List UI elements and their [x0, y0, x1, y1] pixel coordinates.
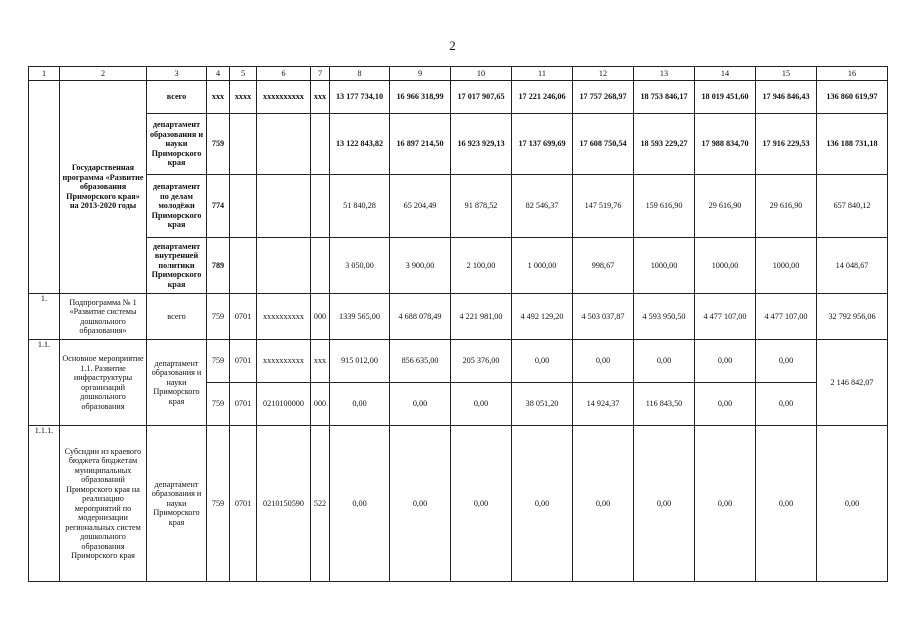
value-cell: 51 840,28	[330, 175, 390, 238]
executor: департамент образования и науки Приморского края	[147, 426, 207, 582]
value-cell: 0,00	[695, 340, 756, 383]
value-cell: 0,00	[695, 426, 756, 582]
value-cell: 1000,00	[634, 238, 695, 294]
rz: 0701	[230, 383, 257, 426]
value-cell: 91 878,52	[451, 175, 512, 238]
row-number: 1.	[29, 294, 60, 340]
grbs: 759	[207, 114, 230, 175]
value-cell: 0,00	[330, 426, 390, 582]
subsidy-row	[29, 426, 888, 582]
program-row-total	[29, 81, 888, 114]
grbs: 759	[207, 383, 230, 426]
col-header: 14	[695, 67, 756, 81]
value-cell: 0,00	[634, 340, 695, 383]
value-cell: 136 860 619,97	[817, 81, 888, 114]
value-cell: 4 688 078,49	[390, 294, 451, 340]
value-cell: 0,00	[512, 426, 573, 582]
value-cell: 32 792 956,06	[817, 294, 888, 340]
csr: xxxxxxxxxx	[257, 294, 311, 340]
value-cell: 0,00	[634, 426, 695, 582]
value-cell: 17 017 907,65	[451, 81, 512, 114]
value-cell: 136 188 731,18	[817, 114, 888, 175]
value-cell: 856 635,00	[390, 340, 451, 383]
col-header: 13	[634, 67, 695, 81]
value-cell: 0,00	[451, 426, 512, 582]
col-header: 9	[390, 67, 451, 81]
value-cell: 116 843,50	[634, 383, 695, 426]
value-cell: 4 477 107,00	[695, 294, 756, 340]
value-cell: 16 923 929,13	[451, 114, 512, 175]
executor: департамент образования и науки Приморского края	[147, 340, 207, 426]
value-cell: 17 137 699,69	[512, 114, 573, 175]
value-cell: 159 616,90	[634, 175, 695, 238]
col-header: 12	[573, 67, 634, 81]
value-cell: 65 204,49	[390, 175, 451, 238]
col-header: 4	[207, 67, 230, 81]
value-cell: 18 593 229,27	[634, 114, 695, 175]
value-cell: 0,00	[573, 426, 634, 582]
value-cell: 2 100,00	[451, 238, 512, 294]
value-cell: 0,00	[756, 426, 817, 582]
grbs: 759	[207, 426, 230, 582]
value-cell: 3 900,00	[390, 238, 451, 294]
value-cell: 29 616,90	[695, 175, 756, 238]
value-cell: 17 757 268,97	[573, 81, 634, 114]
grbs: 759	[207, 340, 230, 383]
program-row-789	[29, 238, 888, 294]
rz: 0701	[230, 426, 257, 582]
measure-row-1	[29, 340, 888, 383]
column-number-row	[29, 67, 888, 81]
value-cell: 147 519,76	[573, 175, 634, 238]
total-cell: 2 146 842,07	[817, 340, 888, 426]
subsidy-name: Субсидии из краевого бюджета бюджетам муниципальных образований Приморского края на реализацию мероприятий по модернизации региональных систем дошкольного образования Приморского края	[60, 426, 147, 582]
value-cell: 0,00	[695, 383, 756, 426]
value-cell: 17 916 229,53	[756, 114, 817, 175]
col-header: 3	[147, 67, 207, 81]
value-cell: 14 924,37	[573, 383, 634, 426]
executor: департамент образования и науки Приморского края	[147, 114, 207, 175]
col-header: 16	[817, 67, 888, 81]
value-cell: 17 988 834,70	[695, 114, 756, 175]
value-cell: 17 946 846,43	[756, 81, 817, 114]
value-cell: 18 019 451,60	[695, 81, 756, 114]
value-cell: 4 593 950,50	[634, 294, 695, 340]
grbs: 789	[207, 238, 230, 294]
value-cell: 3 050,00	[330, 238, 390, 294]
subprogram-name: Подпрограмма № 1 «Развитие системы дошкольного образования»	[60, 294, 147, 340]
col-header: 10	[451, 67, 512, 81]
rz: 0701	[230, 294, 257, 340]
executor: всего	[147, 81, 207, 114]
value-cell: 4 492 129,20	[512, 294, 573, 340]
value-cell: 0,00	[756, 340, 817, 383]
value-cell: 0,00	[512, 340, 573, 383]
value-cell: 4 503 037,87	[573, 294, 634, 340]
value-cell: 0,00	[817, 426, 888, 582]
vr: 522	[311, 426, 330, 582]
executor: всего	[147, 294, 207, 340]
program-name: Государственная программа «Развитие образования Приморского края» на 2013-2020 годы	[60, 81, 147, 294]
value-cell: 0,00	[390, 383, 451, 426]
value-cell: 17 608 750,54	[573, 114, 634, 175]
value-cell: 13 177 734,10	[330, 81, 390, 114]
rz: 0701	[230, 340, 257, 383]
page-number: 2	[449, 38, 456, 53]
grbs: xxx	[207, 81, 230, 114]
value-cell: 1000,00	[695, 238, 756, 294]
program-row-774	[29, 175, 888, 238]
csr: 0210100000	[257, 383, 311, 426]
col-header: 2	[60, 67, 147, 81]
value-cell: 14 048,67	[817, 238, 888, 294]
vr: 000	[311, 294, 330, 340]
program-num-cell	[29, 81, 60, 294]
vr: xxx	[311, 81, 330, 114]
value-cell: 998,67	[573, 238, 634, 294]
vr: xxx	[311, 340, 330, 383]
value-cell: 657 840,12	[817, 175, 888, 238]
value-cell: 0,00	[390, 426, 451, 582]
col-header: 6	[257, 67, 311, 81]
executor: департамент внутренней политики Приморского края	[147, 238, 207, 294]
value-cell: 18 753 846,17	[634, 81, 695, 114]
csr: xxxxxxxxxx	[257, 340, 311, 383]
grbs: 759	[207, 294, 230, 340]
value-cell: 915 012,00	[330, 340, 390, 383]
col-header: 1	[29, 67, 60, 81]
budget-table	[28, 66, 888, 582]
value-cell: 16 966 318,99	[390, 81, 451, 114]
row-number: 1.1.	[29, 340, 60, 426]
rz: xxxx	[230, 81, 257, 114]
value-cell: 17 221 246,06	[512, 81, 573, 114]
value-cell: 29 616,90	[756, 175, 817, 238]
value-cell: 0,00	[330, 383, 390, 426]
col-header: 5	[230, 67, 257, 81]
value-cell: 4 477 107,00	[756, 294, 817, 340]
value-cell: 38 051,20	[512, 383, 573, 426]
value-cell: 0,00	[573, 340, 634, 383]
value-cell: 16 897 214,50	[390, 114, 451, 175]
value-cell: 4 221 981,00	[451, 294, 512, 340]
vr: 000	[311, 383, 330, 426]
measure-name: Основное мероприятие 1.1. Развитие инфраструктуры организаций дошкольного образования	[60, 340, 147, 426]
value-cell: 1339 565,00	[330, 294, 390, 340]
col-header: 15	[756, 67, 817, 81]
grbs: 774	[207, 175, 230, 238]
value-cell: 1 000,00	[512, 238, 573, 294]
value-cell: 13 122 843,82	[330, 114, 390, 175]
csr: xxxxxxxxxx	[257, 81, 311, 114]
value-cell: 1000,00	[756, 238, 817, 294]
value-cell: 0,00	[756, 383, 817, 426]
value-cell: 205 376,00	[451, 340, 512, 383]
col-header: 8	[330, 67, 390, 81]
value-cell: 82 546,37	[512, 175, 573, 238]
row-number: 1.1.1.	[29, 426, 60, 582]
col-header: 7	[311, 67, 330, 81]
executor: департамент по делам молодёжи Приморского края	[147, 175, 207, 238]
program-row-759	[29, 114, 888, 175]
col-header: 11	[512, 67, 573, 81]
csr: 0210150590	[257, 426, 311, 582]
value-cell: 0,00	[451, 383, 512, 426]
subprogram-row	[29, 294, 888, 340]
